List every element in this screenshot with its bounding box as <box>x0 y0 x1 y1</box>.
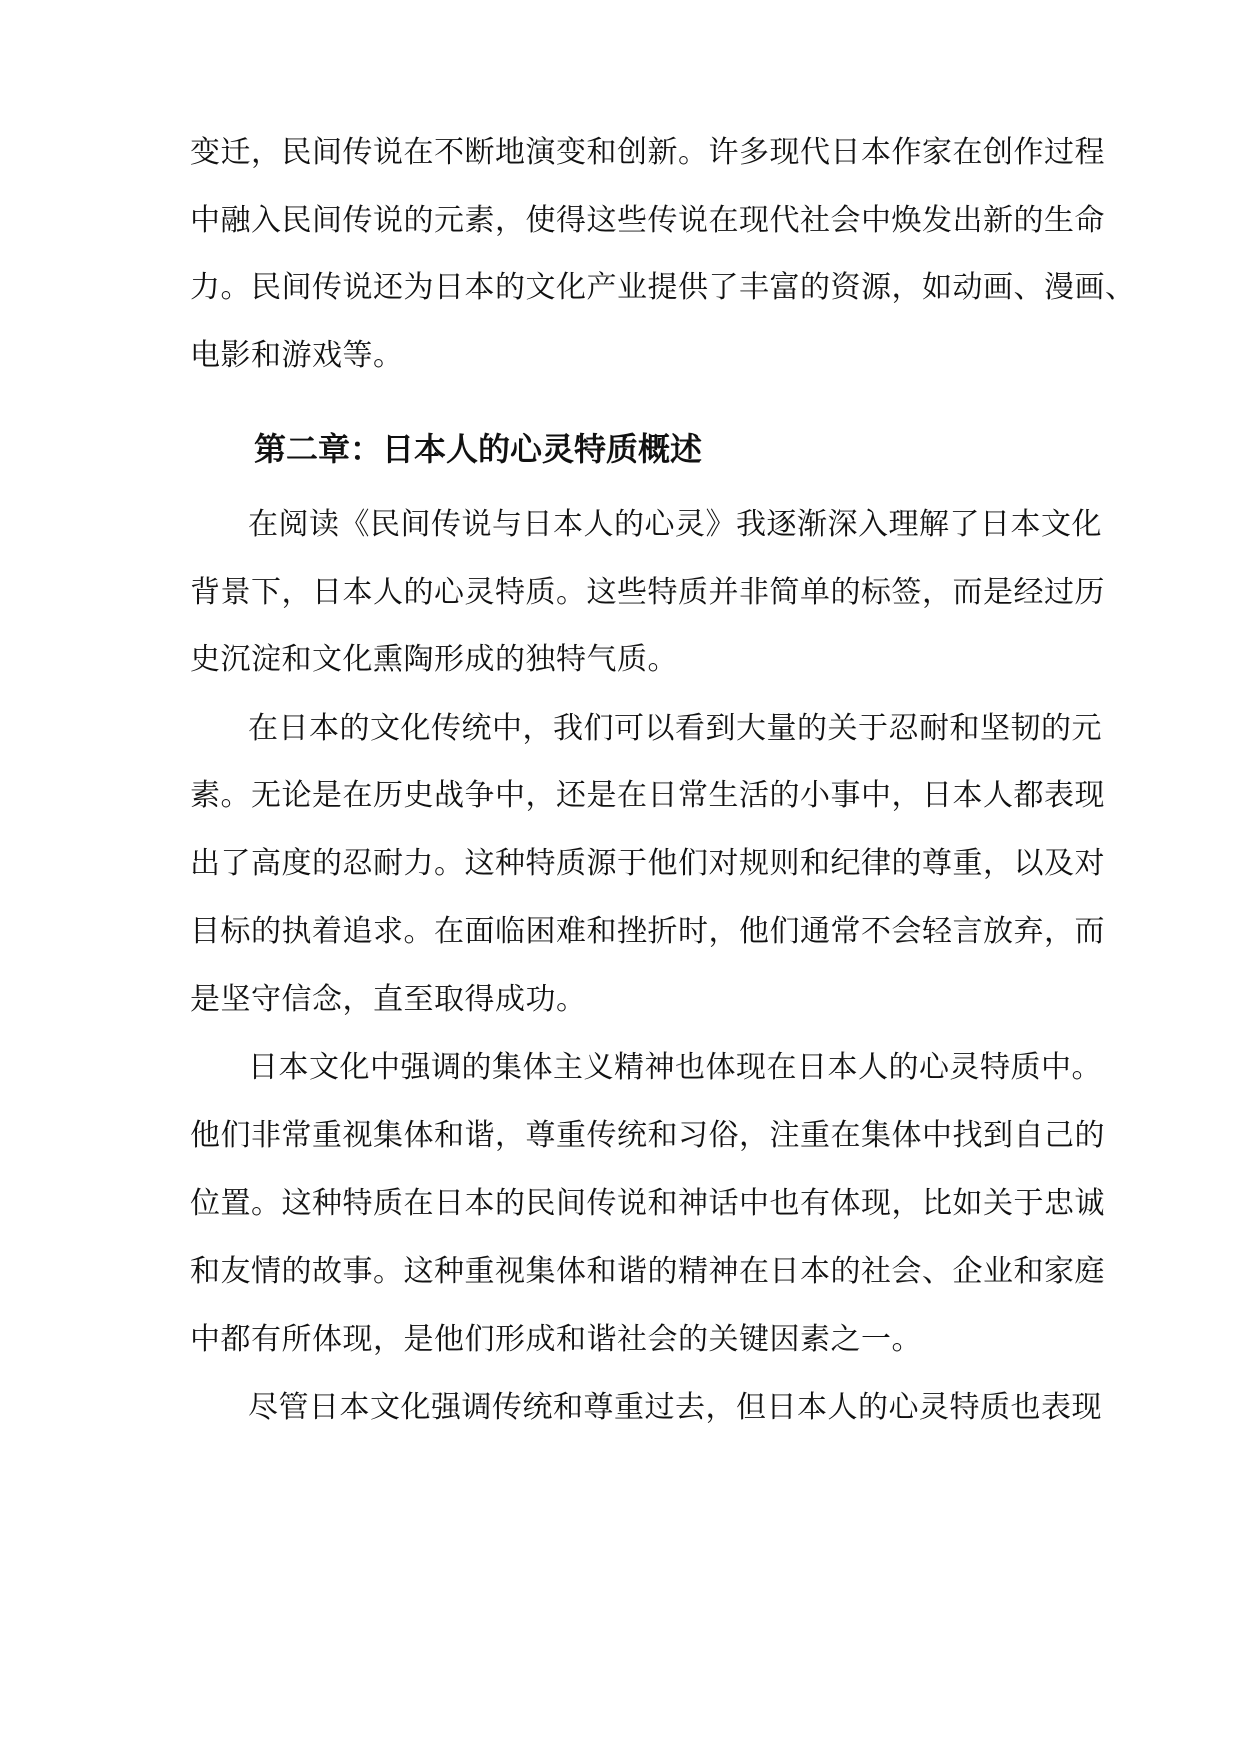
paragraph-line: 中都有所体现，是他们形成和谐社会的关键因素之一。 <box>190 1322 922 1357</box>
paragraph-line: 出了高度的忍耐力。这种特质源于他们对规则和纪律的尊重，以及对 <box>190 846 1105 881</box>
paragraph-line: 力。民间传说还为日本的文化产业提供了丰富的资源，如动画、漫画、 <box>190 270 1136 305</box>
paragraph-line: 尽管日本文化强调传统和尊重过去，但日本人的心灵特质也表现 <box>248 1390 1102 1425</box>
paragraph-line: 是坚守信念，直至取得成功。 <box>190 982 587 1017</box>
paragraph-line: 背景下，日本人的心灵特质。这些特质并非简单的标签，而是经过历 <box>190 575 1105 610</box>
paragraph-line: 在阅读《民间传说与日本人的心灵》我逐渐深入理解了日本文化 <box>248 507 1102 542</box>
paragraph-line: 在日本的文化传统中，我们可以看到大量的关于忍耐和坚韧的元 <box>248 711 1102 746</box>
paragraph-line: 电影和游戏等。 <box>190 338 404 373</box>
chapter-heading: 第二章：日本人的心灵特质概述 <box>254 430 703 468</box>
paragraph-line: 日本文化中强调的集体主义精神也体现在日本人的心灵特质中。 <box>248 1050 1102 1085</box>
paragraph-line: 素。无论是在历史战争中，还是在日常生活的小事中，日本人都表现 <box>190 778 1105 813</box>
paragraph-line: 和友情的故事。这种重视集体和谐的精神在日本的社会、企业和家庭 <box>190 1254 1105 1289</box>
paragraph-line: 史沉淀和文化熏陶形成的独特气质。 <box>190 642 678 677</box>
paragraph-line: 目标的执着追求。在面临困难和挫折时，他们通常不会轻言放弃，而 <box>190 914 1105 949</box>
paragraph-line: 中融入民间传说的元素，使得这些传说在现代社会中焕发出新的生命 <box>190 203 1105 238</box>
paragraph-line: 他们非常重视集体和谐，尊重传统和习俗，注重在集体中找到自己的 <box>190 1118 1105 1153</box>
paragraph-line: 变迁，民间传说在不断地演变和创新。许多现代日本作家在创作过程 <box>190 135 1105 170</box>
paragraph-line: 位置。这种特质在日本的民间传说和神话中也有体现，比如关于忠诚 <box>190 1186 1105 1221</box>
